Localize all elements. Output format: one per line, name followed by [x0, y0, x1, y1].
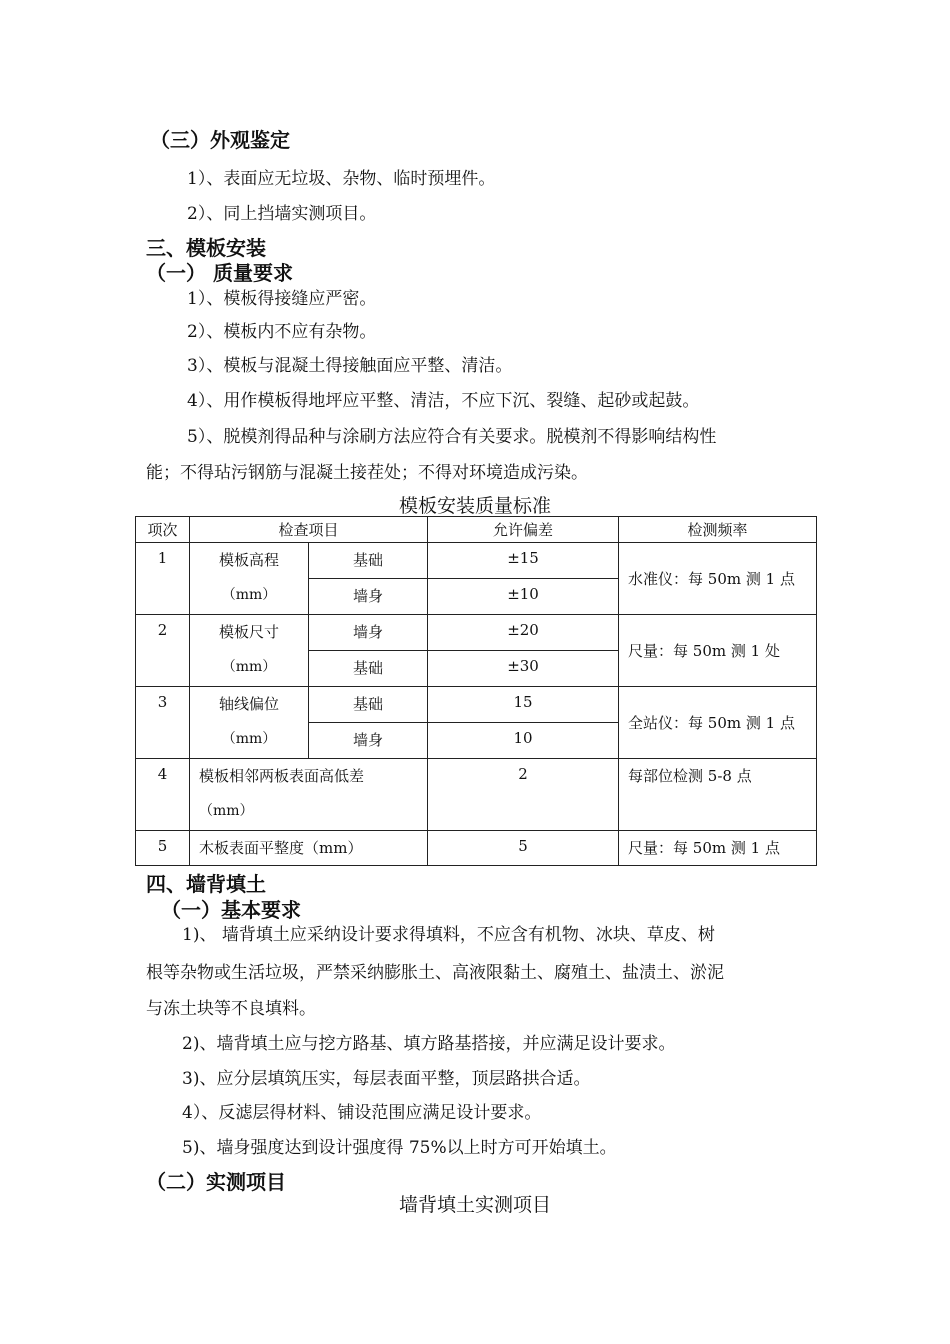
check-part: 基础 — [353, 695, 384, 713]
paragraph-line: 与冻土块等不良填料。 — [146, 999, 316, 1019]
check-part: 基础 — [353, 551, 384, 569]
subsection-heading-measured: （二）实测项目 — [146, 1170, 286, 1194]
check-frequency: 全站仪：每 50m 测 1 点 — [628, 714, 795, 732]
check-frequency: 水准仪：每 50m 测 1 点 — [628, 570, 795, 588]
section-heading-formwork: 三、模板安装 — [146, 236, 266, 260]
list-item: 2)、墙背填土应与挖方路基、填方路基搭接，并应满足设计要求。 — [182, 1034, 676, 1054]
check-part: 墙身 — [353, 623, 384, 641]
check-part: 墙身 — [353, 731, 384, 749]
check-item: 木板表面平整度（mm） — [199, 839, 363, 857]
tolerance: 5 — [518, 837, 528, 855]
list-item: 4）、反滤层得材料、铺设范围应满足设计要求。 — [182, 1103, 542, 1123]
list-item: 5)、墙身强度达到设计强度得 75%以上时方可开始填土。 — [182, 1138, 617, 1158]
table-title: 墙背填土实测项目 — [398, 1194, 551, 1216]
table-header-row — [136, 517, 817, 543]
table-row — [136, 543, 817, 579]
table-row — [136, 615, 817, 651]
section-heading-appearance: （三）外观鉴定 — [150, 128, 290, 152]
check-frequency: 每部位检测 5-8 点 — [628, 767, 752, 785]
row-number: 1 — [157, 549, 168, 567]
check-unit: （mm） — [199, 803, 254, 819]
table-row — [136, 687, 817, 723]
formwork-quality-table — [135, 516, 817, 866]
tolerance: 2 — [518, 765, 528, 783]
header-cell: 检测频率 — [619, 517, 817, 543]
row-number: 5 — [157, 837, 168, 855]
list-item: 2）、同上挡墙实测项目。 — [187, 204, 377, 224]
header-cell: 项次 — [136, 517, 190, 543]
tolerance: ±20 — [507, 621, 539, 639]
row-number: 2 — [157, 621, 168, 639]
row-number: 3 — [157, 693, 168, 711]
list-item: 5）、脱模剂得品种与涂刷方法应符合有关要求。脱模剂不得影响结构性 — [187, 427, 717, 447]
paragraph-line: 根等杂物或生活垃圾，严禁采纳膨胀土、高液限黏土、腐殖土、盐渍土、淤泥 — [146, 963, 724, 983]
tolerance: ±10 — [507, 585, 539, 603]
row-number: 4 — [157, 765, 168, 783]
tolerance: ±30 — [507, 657, 539, 675]
header-cell: 允许偏差 — [428, 517, 619, 543]
check-frequency: 尺量：每 50m 测 1 点 — [628, 839, 780, 857]
subsection-heading-quality: （一） 质量要求 — [146, 261, 293, 285]
table-row — [136, 759, 817, 831]
check-item: 轴线偏位 — [218, 695, 279, 713]
table-title: 模板安装质量标准 — [398, 495, 551, 517]
paragraph-line: 1)、 墙背填土应采纳设计要求得填料，不应含有机物、冰块、草皮、树 — [182, 925, 715, 945]
header-cell: 检查项目 — [190, 517, 428, 543]
list-item: 3)、应分层填筑压实，每层表面平整，顶层路拱合适。 — [182, 1069, 591, 1089]
list-item: 1）、表面应无垃圾、杂物、临时预埋件。 — [187, 169, 496, 189]
list-item: 1）、模板得接缝应严密。 — [187, 289, 377, 309]
check-unit: （mm） — [221, 731, 277, 747]
check-unit: （mm） — [221, 659, 277, 675]
list-item: 3）、模板与混凝土得接触面应平整、清洁。 — [187, 356, 513, 376]
list-item: 4）、用作模板得地坪应平整、清洁，不应下沉、裂缝、起砂或起鼓。 — [187, 391, 700, 411]
list-item-continuation: 能；不得玷污钢筋与混凝土接茬处；不得对环境造成污染。 — [146, 463, 588, 483]
table-row — [136, 831, 817, 866]
check-item: 模板尺寸 — [218, 623, 279, 641]
check-part: 墙身 — [353, 587, 384, 605]
check-unit: （mm） — [221, 587, 277, 603]
check-item: 模板相邻两板表面高低差 — [199, 767, 365, 785]
section-heading-backfill: 四、墙背填土 — [146, 872, 266, 896]
tolerance: ±15 — [507, 549, 539, 567]
list-item: 2）、模板内不应有杂物。 — [187, 322, 377, 342]
check-item: 模板高程 — [218, 551, 279, 569]
check-frequency: 尺量：每 50m 测 1 处 — [628, 642, 780, 660]
tolerance: 10 — [513, 729, 533, 747]
subsection-heading-basic: （一）基本要求 — [161, 898, 301, 922]
tolerance: 15 — [513, 693, 533, 711]
check-part: 基础 — [353, 659, 384, 677]
